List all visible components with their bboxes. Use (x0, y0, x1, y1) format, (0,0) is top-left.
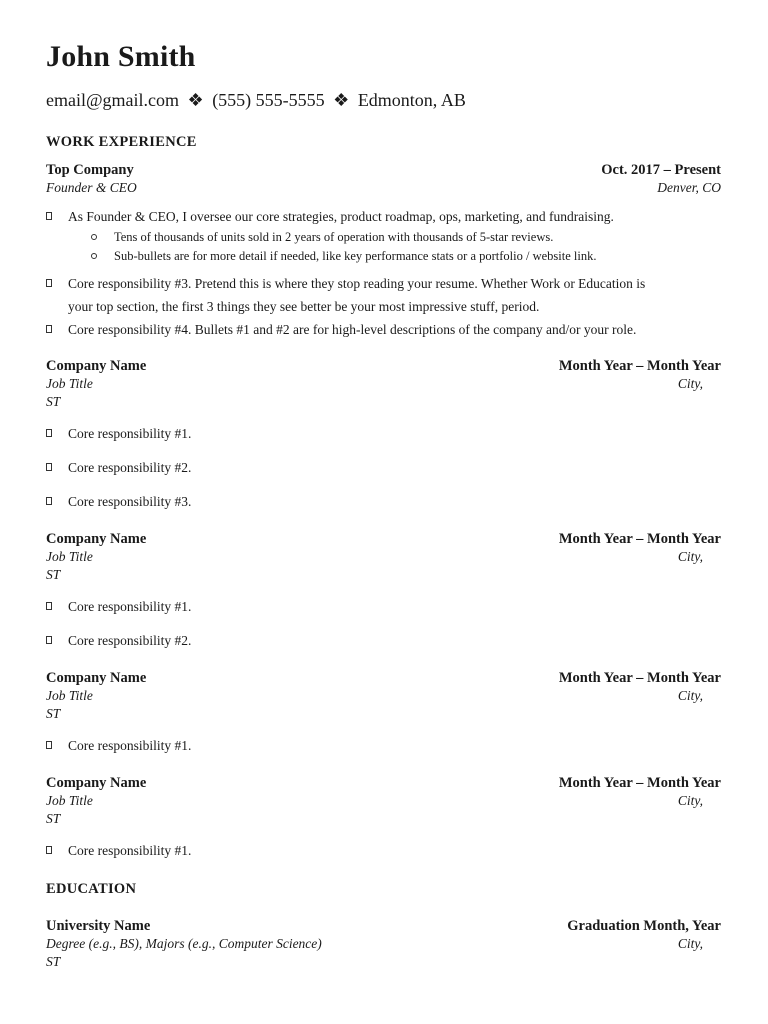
list-item: Sub-bullets are for more detail if needed, like key performance stats or a portfolio / website link. (91, 247, 721, 266)
section-title-work: WORK EXPERIENCE (46, 134, 197, 150)
job-company: Company Name (46, 775, 147, 791)
candidate-name: John Smith (46, 40, 196, 73)
square-bullet-icon (46, 325, 52, 333)
job-entry (46, 530, 721, 652)
job-entry (46, 357, 721, 513)
list-item: Core responsibility #4. Bullets #1 and #2 are for high-level descriptions of the company and/or your role. (46, 318, 721, 341)
list-item: Core responsibility #3. Pretend this is where they stop reading your resume. Whether Work or Education is your top section, the first 3 things they see better be your most impressive stuff, period. (46, 272, 721, 318)
job-dates: Month Year – Month Year (558, 358, 721, 374)
job-entry-top (46, 161, 721, 341)
job-city: City, (677, 793, 703, 808)
job-title: Job Title (46, 549, 93, 564)
job-bullets (46, 734, 721, 757)
job-company: Company Name (46, 531, 147, 547)
job-dates: Month Year – Month Year (558, 670, 721, 686)
list-item: Tens of thousands of units sold in 2 years of operation with thousands of 5-star reviews. (91, 228, 721, 247)
diamond-separator-icon: ❖ (187, 90, 204, 110)
job-bullets (46, 272, 721, 341)
job-company: Top Company (46, 162, 134, 178)
job-state: ST (46, 394, 61, 409)
school-name: University Name (46, 918, 151, 934)
school-city: City, (677, 936, 703, 951)
job-city: City, (677, 376, 703, 391)
square-bullet-icon (46, 497, 52, 505)
square-bullet-icon (46, 636, 52, 644)
list-item: Core responsibility #1. (46, 595, 721, 618)
list-item: Core responsibility #3. (46, 490, 721, 513)
contact-phone: (555) 555-5555 (212, 90, 325, 110)
job-company: Company Name (46, 670, 147, 686)
job-bullets (46, 595, 721, 652)
circle-bullet-icon (91, 234, 97, 240)
job-city: City, (677, 688, 703, 703)
job-title: Founder & CEO (46, 180, 137, 195)
square-bullet-icon (46, 429, 52, 437)
list-item: Core responsibility #1. (46, 839, 721, 862)
job-bullets (46, 205, 721, 228)
job-title: Job Title (46, 793, 93, 808)
job-location: Denver, CO (657, 180, 721, 195)
job-state: ST (46, 706, 61, 721)
list-item: As Founder & CEO, I oversee our core strategies, product roadmap, ops, marketing, and fundraising. (46, 205, 721, 228)
job-bullets (46, 422, 721, 513)
contact-email: email@gmail.com (46, 90, 180, 110)
job-state: ST (46, 567, 61, 582)
degree: Degree (e.g., BS), Majors (e.g., Computer Science) (46, 936, 322, 951)
contact-location: Edmonton, AB (357, 90, 466, 110)
job-entry (46, 669, 721, 757)
job-dates: Month Year – Month Year (558, 531, 721, 547)
section-title-education: EDUCATION (46, 881, 137, 897)
square-bullet-icon (46, 741, 52, 749)
job-dates: Oct. 2017 – Present (601, 162, 721, 178)
education-entry (46, 917, 721, 971)
list-item: Core responsibility #2. (46, 456, 721, 479)
diamond-separator-icon: ❖ (333, 90, 350, 110)
job-company: Company Name (46, 358, 147, 374)
job-title: Job Title (46, 688, 93, 703)
school-state: ST (46, 954, 61, 969)
square-bullet-icon (46, 602, 52, 610)
contact-line (46, 89, 721, 111)
job-dates: Month Year – Month Year (558, 775, 721, 791)
square-bullet-icon (46, 846, 52, 854)
job-title: Job Title (46, 376, 93, 391)
square-bullet-icon (46, 463, 52, 471)
job-city: City, (677, 549, 703, 564)
circle-bullet-icon (91, 253, 97, 259)
square-bullet-icon (46, 212, 52, 220)
job-state: ST (46, 811, 61, 826)
job-bullets (46, 839, 721, 862)
sub-bullets (46, 228, 721, 266)
list-item: Core responsibility #1. (46, 734, 721, 757)
graduation-date: Graduation Month, Year (567, 918, 721, 934)
job-entry (46, 774, 721, 862)
list-item: Core responsibility #2. (46, 629, 721, 652)
list-item: Core responsibility #1. (46, 422, 721, 445)
square-bullet-icon (46, 279, 52, 287)
